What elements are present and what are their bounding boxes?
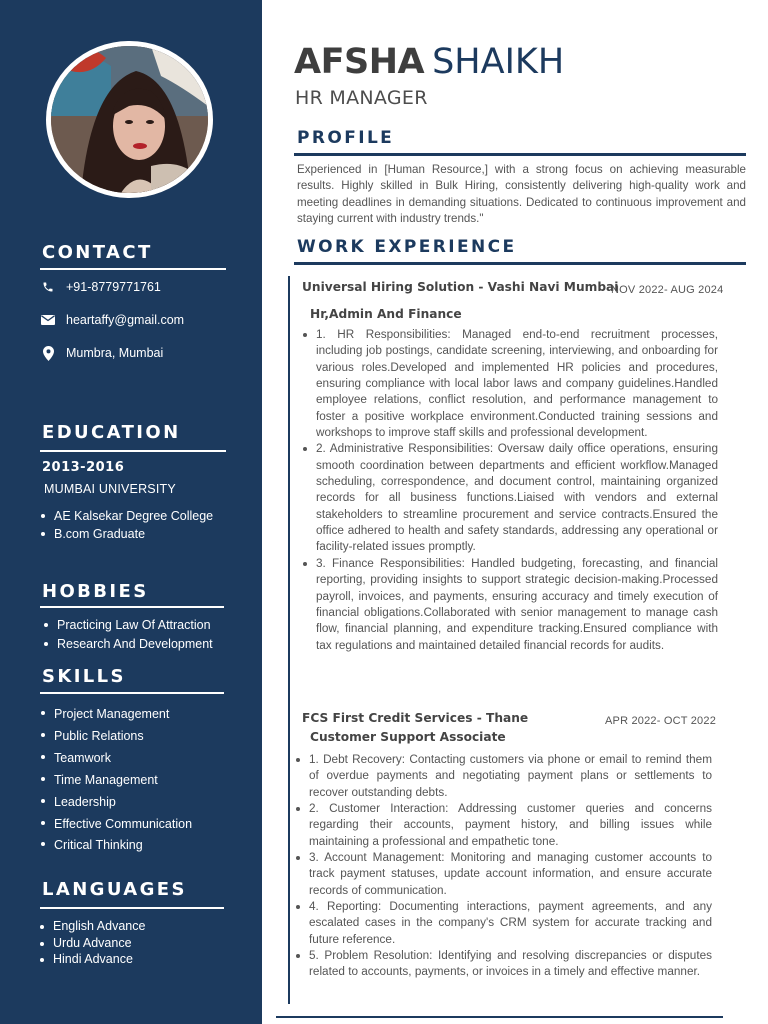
sidebar bbox=[0, 0, 262, 1024]
contact-divider bbox=[40, 268, 226, 270]
contact-location bbox=[40, 346, 163, 360]
education-divider bbox=[40, 450, 226, 452]
languages-divider bbox=[40, 907, 224, 909]
list-item: 4. Reporting: Documenting interactions, payment agreements, and any escalated cases in the company's CRM system for accurate tracking and future reference. bbox=[309, 899, 712, 948]
profile-summary: Experienced in [Human Resource,] with a strong focus on achieving measurable results. Highly skilled in Bulk Hiring, consistently delivering high-quality work and meeting deadlines in demanding situations. Dedicated to continuous improvement and staying current with industry trends." bbox=[297, 163, 746, 226]
experience-heading: WORK EXPERIENCE bbox=[297, 237, 517, 257]
job-2-title: Customer Support Associate bbox=[310, 730, 506, 744]
languages-heading: LANGUAGES bbox=[42, 879, 187, 900]
timeline-line bbox=[288, 276, 290, 1004]
list-item: Effective Communication bbox=[41, 814, 192, 836]
list-item: Time Management bbox=[41, 770, 192, 792]
hobbies-divider bbox=[40, 606, 224, 608]
list-item: 2. Customer Interaction: Addressing customer queries and concerns regarding their accounts, payment history, and billing issues while maintaining a professional and empathetic tone. bbox=[309, 801, 712, 850]
education-university: MUMBAI UNIVERSITY bbox=[44, 482, 176, 496]
job-2-company: FCS First Credit Services - Thane bbox=[302, 711, 529, 725]
profile-photo-frame bbox=[46, 41, 213, 198]
hobbies-heading: HOBBIES bbox=[42, 581, 149, 602]
footer-divider bbox=[276, 1016, 723, 1018]
job-1-company: Universal Hiring Solution - Vashi Navi Mumbai bbox=[302, 280, 619, 294]
list-item: English Advance bbox=[40, 918, 145, 935]
list-item: B.com Graduate bbox=[41, 525, 213, 543]
list-item: Hindi Advance bbox=[40, 951, 145, 968]
list-item: Teamwork bbox=[41, 748, 192, 770]
skills-divider bbox=[40, 692, 224, 694]
list-item: Urdu Advance bbox=[40, 935, 145, 952]
last-name: SHAIKH bbox=[432, 42, 565, 82]
job-1-title: Hr,Admin And Finance bbox=[310, 307, 462, 321]
contact-phone bbox=[40, 280, 161, 294]
job-2-dates: APR 2022- OCT 2022 bbox=[605, 715, 717, 727]
phone-icon bbox=[40, 280, 56, 294]
skills-heading: SKILLS bbox=[42, 666, 126, 687]
list-item: 3. Finance Responsibilities: Handled budgeting, forecasting, and financial reporting, providing insights to support strategic decision-making.Processed payroll, invoices, and payments, ensuring accuracy and timely execution of financial obligations.Collaborated with senior management to manage cash flow, financial planning, and expenditure tracking.Ensured compliance with tax regulations and maintained detailed financial records for audits. bbox=[316, 556, 718, 654]
phone-number[interactable]: +91-8779771761 bbox=[66, 280, 161, 294]
location-text: Mumbra, Mumbai bbox=[66, 346, 164, 360]
list-item: Public Relations bbox=[41, 726, 192, 748]
list-item: 2. Administrative Responsibilities: Oversaw daily office operations, ensuring smooth coordination between departments and efficient workflow.Managed scheduling, correspondence, and document control, maintaining organized records for all business functions.Liaised with vendors and external stakeholders to streamline procurement and service contracts.Ensured the office adhered to health and safety standards, addressing any operational or facility-related issues promptly. bbox=[316, 441, 718, 555]
education-years: 2013-2016 bbox=[42, 460, 125, 475]
list-item: Critical Thinking bbox=[41, 835, 192, 857]
list-item: 1. Debt Recovery: Contacting customers via phone or email to remind them of overdue payments and negotiating payment plans or settlements to recover outstanding debts. bbox=[309, 752, 712, 801]
list-item: 1. HR Responsibilities: Managed end-to-end recruitment processes, including job postings, candidate screening, interviewing, and onboarding for various roles.Developed and implemented HR policies and procedures, ensuring compliance with local labor laws and company guidelines.Handled employee relations, conflict resolution, and performance management to foster a positive workplace environment.Conducted training sessions and workshops to improve staff skills and professional development. bbox=[316, 327, 718, 441]
education-list bbox=[41, 507, 213, 543]
contact-heading: CONTACT bbox=[42, 242, 153, 263]
first-name: AFSHA bbox=[294, 42, 425, 82]
list-item: 5. Problem Resolution: Identifying and resolving discrepancies or disputes related to accounts, payments, or invoices in a timely and effective manner. bbox=[309, 948, 712, 981]
list-item: AE Kalsekar Degree College bbox=[41, 507, 213, 525]
skills-list bbox=[41, 704, 192, 857]
list-item: Project Management bbox=[41, 704, 192, 726]
experience-divider bbox=[294, 262, 746, 265]
list-item: Research And Development bbox=[44, 635, 213, 654]
hobbies-list bbox=[44, 616, 213, 653]
location-icon bbox=[40, 346, 56, 360]
job-1-dates: NOV 2022- AUG 2024 bbox=[611, 284, 724, 296]
education-heading: EDUCATION bbox=[42, 422, 181, 443]
languages-list bbox=[40, 918, 145, 968]
contact-email bbox=[40, 313, 184, 327]
job-role: HR MANAGER bbox=[295, 87, 428, 109]
full-name bbox=[294, 42, 564, 82]
list-item: Practicing Law Of Attraction bbox=[44, 616, 213, 635]
profile-heading: PROFILE bbox=[297, 128, 395, 148]
list-item: 3. Account Management: Monitoring and managing customer accounts to track payment statuses, update account information, and ensure accurate records of communication. bbox=[309, 850, 712, 899]
job-1-duties bbox=[316, 327, 718, 654]
email-icon bbox=[40, 313, 56, 327]
list-item: Leadership bbox=[41, 792, 192, 814]
job-2-duties bbox=[309, 752, 712, 981]
profile-photo bbox=[51, 46, 208, 193]
profile-divider bbox=[294, 153, 746, 156]
email-address[interactable]: heartaffy@gmail.com bbox=[66, 313, 185, 327]
